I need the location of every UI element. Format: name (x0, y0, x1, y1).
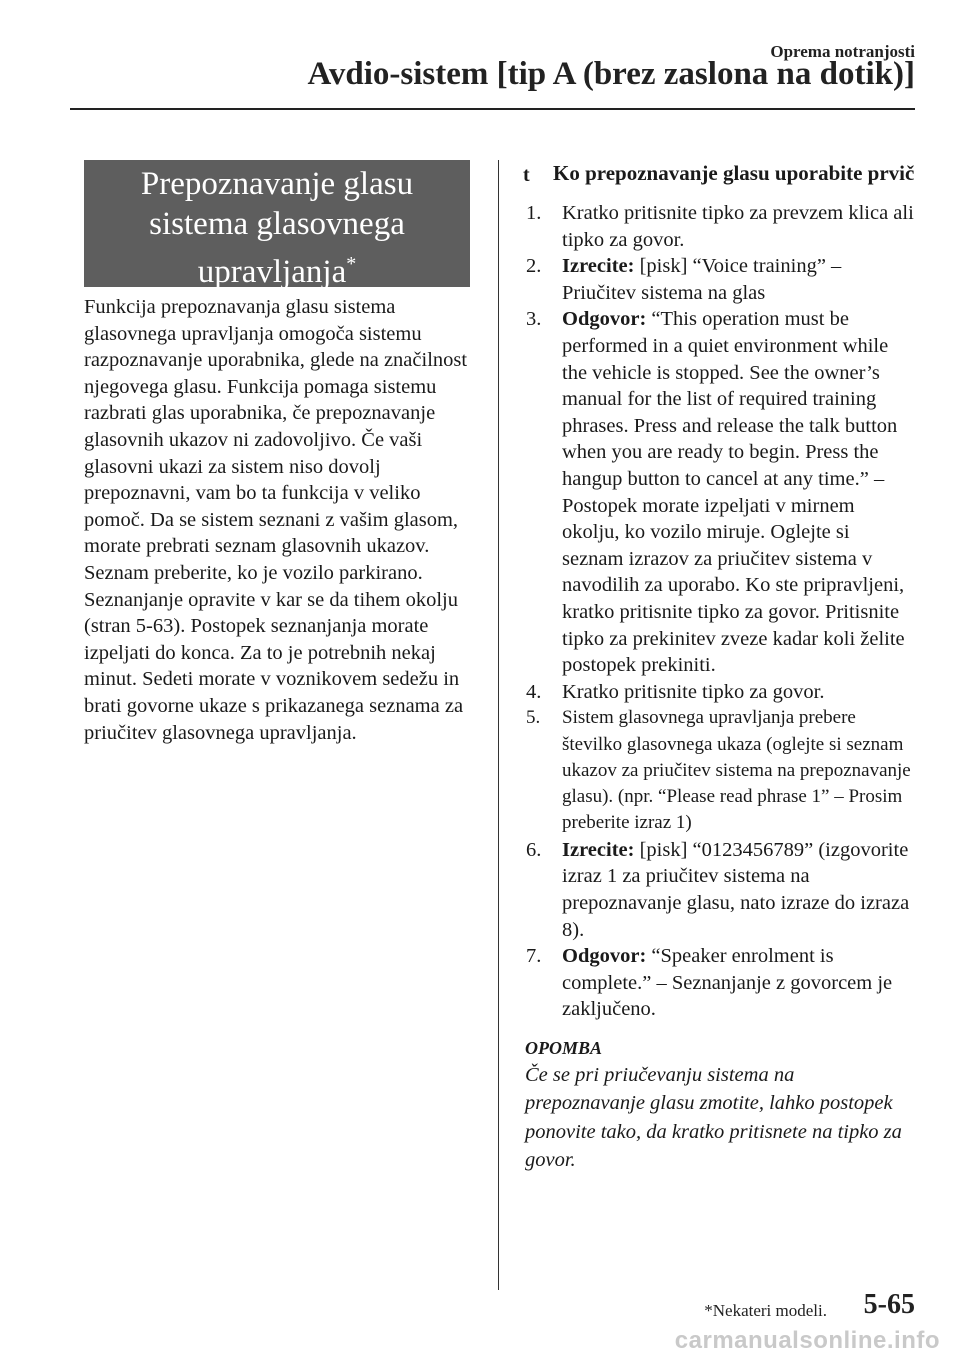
asterisk-mark: * (346, 253, 357, 275)
section-heading-line-1: Prepoznavanje glasu (140, 166, 414, 202)
note-text: Če se pri priučevanju sistema na prepoznavanje glasu zmotite, lahko postopek ponovite tako, da kratko pritisnete na tipko za govor. (525, 1063, 902, 1172)
list-item: 3. Odgovor: “This operation must be performed in a quiet environment while the vehicle is stopped. See the owner’s manual for the list of required training phrases. Press and release the talk button when you are ready to begin. Press the hangup button to cancel at any time.” – Postopek morate izpeljati v mirnem okolju, ko vozilo miruje. Oglejte si seznam izrazov za priučitev sistema v navodilih za uporabo. Ko ste pripravljeni, kratko pritisnite tipko za govor. Pritisnite tipko za prekinitev zveze kadar koli želite postopek prekiniti. (526, 308, 905, 677)
right-column (515, 160, 915, 1175)
list-item: 2. Izrecite: [pisk] “Voice training” – Priučitev sistema na glas (526, 255, 842, 304)
section-heading-line-3: upravljanja* (197, 253, 357, 290)
intro-paragraph: Funkcija prepoznavanja glasu sistema glasovnega upravljanja omogoča sistemu razpoznavanje uporabnika, glede na značilnost njegovega glasu. Funkcija pomaga sistemu razbrati glas uporabnika, če prepoznavanje glasovnih ukazov ni zadovoljivo. Če vaši glasovni ukazi za sistem niso dovolj prepoznavni, vam bo ta funkcija v veliko pomoč. Da se sistem seznani z vašim glasom, morate prebrati seznam glasovnih ukazov. Seznam preberite, ko je vozilo parkirano. Seznanjanje opravite v kar se da tihem okolju (stran 5-63). Postopek seznanjanja morate izpeljati do konca. Za to je potrebnih nekaj minut. Sedeti morate v voznikovem sedežu in brati govorne ukaze s prikazanega seznama za priučitev glasovnega upravljanja. (84, 296, 468, 744)
page-number: 5-65 (863, 1289, 915, 1320)
section-heading-box (84, 160, 470, 290)
list-item: 4. Kratko pritisnite tipko za govor. (526, 680, 825, 703)
steps-list (515, 200, 915, 1023)
watermark: carmanualsonline.info (674, 1327, 940, 1354)
header-section-label: Oprema notranjosti (770, 42, 915, 61)
header-rule (70, 108, 915, 110)
subheading-text: Ko prepoznavanje glasu uporabite prvič (553, 161, 915, 185)
page-title: Avdio-sistem [tip A (brez zaslona na dotik)] (307, 56, 915, 92)
list-item: 1. Kratko pritisnite tipko za prevzem klica ali tipko za govor. (526, 202, 914, 251)
footnote: *Nekateri modeli. (704, 1301, 827, 1320)
section-heading-line-2: sistema glasovnega (149, 206, 405, 242)
subheading (515, 160, 915, 186)
subheading-marker: t (523, 164, 530, 186)
note-block (515, 1037, 915, 1175)
note-heading: OPOMBA (525, 1037, 603, 1058)
column-divider (498, 160, 499, 1290)
list-item: 5. Sistem glasovnega upravljanja prebere številko glasovnega ukaza (oglejte si seznam ukazov za priučitev sistema na prepoznavanje glasu). (npr. “Please read phrase 1” – Prosim preberite izraz 1) (526, 707, 911, 834)
list-item: 6. Izrecite: [pisk] “0123456789” (izgovorite izraz 1 za priučitev sistema na prepoznavanje glasu, nato izraze do izraza 8). (526, 838, 910, 941)
left-column (84, 294, 474, 746)
list-item: 7. Odgovor: “Speaker enrolment is complete.” – Seznanjanje z govorcem je zaključeno. (526, 945, 893, 1021)
